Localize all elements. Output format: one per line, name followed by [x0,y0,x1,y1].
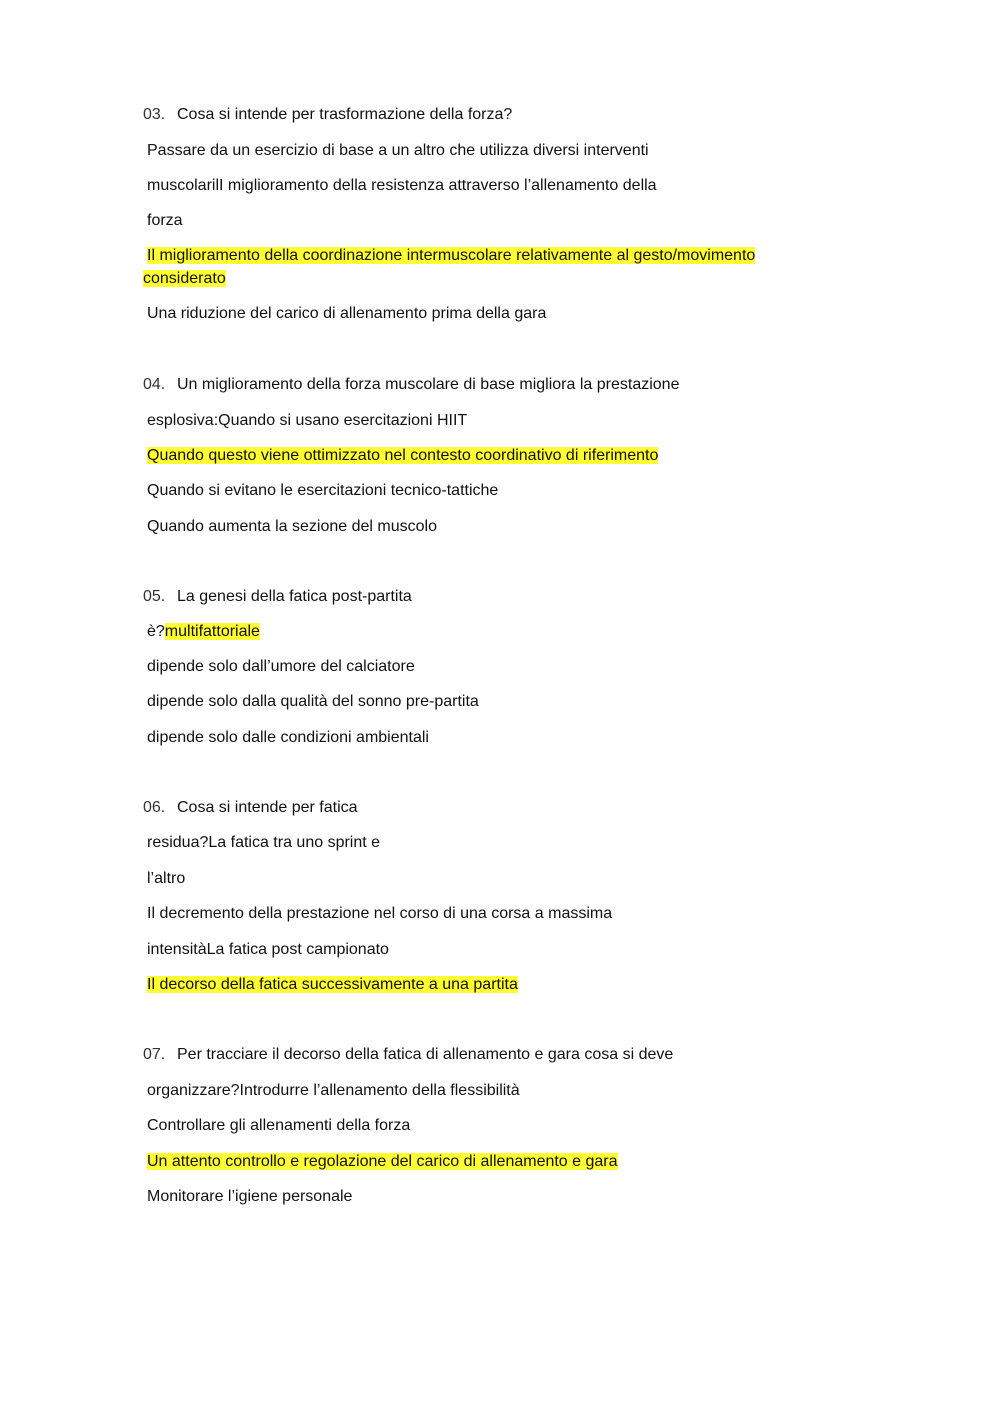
option-text: residua?La fatica tra uno sprint e [147,834,381,851]
question-text: Cosa si intende per trasformazione della forza? [177,106,513,123]
question-number: 05. [143,588,166,605]
option-text: forza [147,212,183,229]
correct-answer [147,444,658,467]
option-text: Passare da un esercizio di base a un altro che utilizza diversi interventi [147,142,649,159]
correct-answer-cont [143,267,226,290]
answer-prefix: è? [147,623,165,640]
option-text: dipende solo dall’umore del calciatore [147,658,415,675]
option-text: intensitàLa fatica post campionato [147,941,389,958]
question-number: 03. [143,106,166,123]
question-06-title [143,796,358,819]
option-text: Una riduzione del carico di allenamento prima della gara [147,305,547,322]
option-text: Quando si evitano le esercitazioni tecnico-tattiche [147,482,499,499]
option-text: Controllare gli allenamenti della forza [147,1117,411,1134]
option-text: Il decremento della prestazione nel corso di una corsa a massima [147,905,613,922]
option-text: Quando aumenta la sezione del muscolo [147,518,437,535]
question-text: La genesi della fatica post-partita [177,588,412,605]
option-text: Monitorare l’igiene personale [147,1188,353,1205]
question-07-title [143,1043,673,1066]
answer-line [147,620,260,643]
highlighted-answer: Un attento controllo e regolazione del carico di allenamento e gara [147,1153,618,1170]
question-text: Un miglioramento della forza muscolare di base migliora la prestazione [177,376,680,393]
question-03-title [143,103,512,126]
highlighted-answer: Il decorso della fatica successivamente a una partita [147,976,518,993]
correct-answer [147,1150,618,1173]
question-number: 06. [143,799,166,816]
question-text: Per tracciare il decorso della fatica di allenamento e gara cosa si deve [177,1046,674,1063]
option-text: l’altro [147,870,186,887]
correct-answer [147,244,755,267]
question-text: Cosa si intende per fatica [177,799,358,816]
correct-answer [147,973,518,996]
option-text: dipende solo dalla qualità del sonno pre-partita [147,693,479,710]
option-text: esplosiva:Quando si usano esercitazioni HIIT [147,412,468,429]
highlighted-answer: Il miglioramento della coordinazione intermuscolare relativamente al gesto/movimento [147,247,756,264]
highlighted-answer: Quando questo viene ottimizzato nel contesto coordinativo di riferimento [147,447,659,464]
question-04-title [143,373,679,396]
question-05-title [143,585,412,608]
option-text: muscolarilI miglioramento della resistenza attraverso l’allenamento della [147,177,657,194]
highlighted-answer: considerato [143,270,226,287]
option-text: dipende solo dalle condizioni ambientali [147,729,429,746]
option-text: organizzare?Introdurre l’allenamento della flessibilità [147,1082,520,1099]
question-number: 07. [143,1046,166,1063]
highlighted-answer: multifattoriale [164,623,260,640]
question-number: 04. [143,376,166,393]
